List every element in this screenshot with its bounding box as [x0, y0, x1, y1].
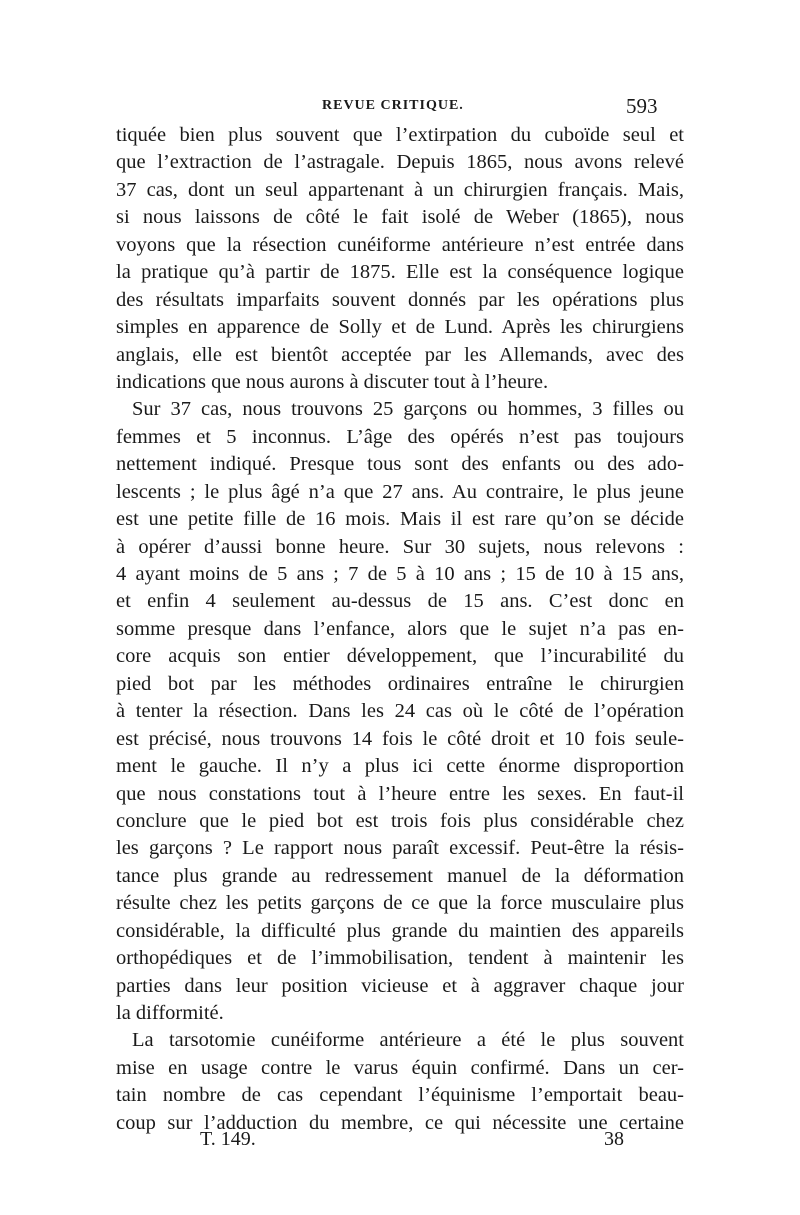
text-line: somme presque dans l’enfance, alors que le sujet n’a pas en-	[116, 617, 684, 640]
text-line: anglais, elle est bientôt acceptée par les Allemands, avec des	[116, 343, 684, 366]
text-line: indications que nous aurons à discuter tout à l’heure.	[116, 370, 549, 393]
sheet-number: 38	[604, 1128, 624, 1150]
text-line: mise en usage contre le varus équin confirmé. Dans un cer-	[116, 1056, 684, 1079]
page-footer	[0, 1128, 800, 1156]
text-line: orthopédiques et de l’immobilisation, tendent à maintenir les	[116, 947, 684, 970]
text-line: simples en apparence de Solly et de Lund. Après les chirurgiens	[116, 316, 684, 339]
text-line: tance plus grande au redressement manuel de la déformation	[116, 864, 684, 887]
text-line: core acquis son entier développement, que l’incurabilité du	[116, 645, 684, 668]
text-line: à tenter la résection. Dans les 24 cas où le côté de l’opération	[116, 700, 684, 723]
text-line: coup sur l’adduction du membre, ce qui nécessite une certaine	[116, 1111, 684, 1134]
text-line: la pratique qu’à partir de 1875. Elle est la conséquence logique	[116, 261, 684, 284]
text-line: tain nombre de cas cependant l’équinisme l’emportait beau-	[116, 1084, 684, 1107]
text-line: la difformité.	[116, 1002, 224, 1024]
text-line: résulte chez les petits garçons de ce que la force musculaire plus	[116, 892, 684, 915]
running-title: REVUE CRITIQUE.	[322, 98, 464, 113]
text-line: ment le gauche. Il n’y a plus ici cette énorme disproportion	[116, 755, 684, 778]
text-line: lescents ; le plus âgé n’a que 27 ans. Au contraire, le plus jeune	[116, 480, 684, 503]
body-text	[116, 122, 684, 1137]
paragraph-start-line: Sur 37 cas, nous trouvons 25 garçons ou hommes, 3 filles ou	[132, 398, 684, 421]
text-line: est une petite fille de 16 mois. Mais il est rare qu’on se décide	[116, 508, 684, 531]
text-line: conclure que le pied bot est trois fois plus considérable chez	[116, 809, 684, 832]
text-line: femmes et 5 inconnus. L’âge des opérés n’est pas toujours	[116, 425, 684, 448]
text-line: tiquée bien plus souvent que l’extirpation du cuboïde seul et	[116, 124, 684, 146]
text-line: des résultats imparfaits souvent donnés par les opérations plus	[116, 288, 684, 311]
paragraph-start-line: La tarsotomie cunéiforme antérieure a été le plus souvent	[132, 1029, 684, 1052]
text-line: les garçons ? Le rapport nous paraît excessif. Peut-être la résis-	[116, 837, 684, 860]
text-line: si nous laissons de côté le fait isolé de Weber (1865), nous	[116, 206, 684, 229]
text-line: que l’extraction de l’astragale. Depuis 1865, nous avons relevé	[116, 151, 684, 174]
text-line: voyons que la résection cunéiforme antérieure n’est entrée dans	[116, 233, 684, 256]
text-line: 37 cas, dont un seul appartenant à un chirurgien français. Mais,	[116, 178, 684, 201]
text-line: considérable, la difficulté plus grande du maintien des appareils	[116, 919, 684, 942]
text-line: 4 ayant moins de 5 ans ; 7 de 5 à 10 ans ; 15 de 10 à 15 ans,	[116, 563, 684, 585]
text-line: que nous constations tout à l’heure entre les sexes. En faut-il	[116, 782, 684, 805]
text-line: à opérer d’aussi bonne heure. Sur 30 sujets, nous relevons :	[116, 535, 684, 558]
running-head	[0, 94, 800, 120]
volume-signature: T. 149.	[200, 1128, 256, 1150]
text-line: nettement indiqué. Presque tous sont des enfants ou des ado-	[116, 453, 684, 476]
page-number: 593	[626, 94, 658, 118]
text-line: parties dans leur position vicieuse et à aggraver chaque jour	[116, 974, 684, 997]
text-line: et enfin 4 seulement au-dessus de 15 ans. C’est donc en	[116, 590, 684, 613]
text-line: pied bot par les méthodes ordinaires entraîne le chirurgien	[116, 672, 684, 695]
text-line: est précisé, nous trouvons 14 fois le côté droit et 10 fois seule-	[116, 727, 684, 750]
